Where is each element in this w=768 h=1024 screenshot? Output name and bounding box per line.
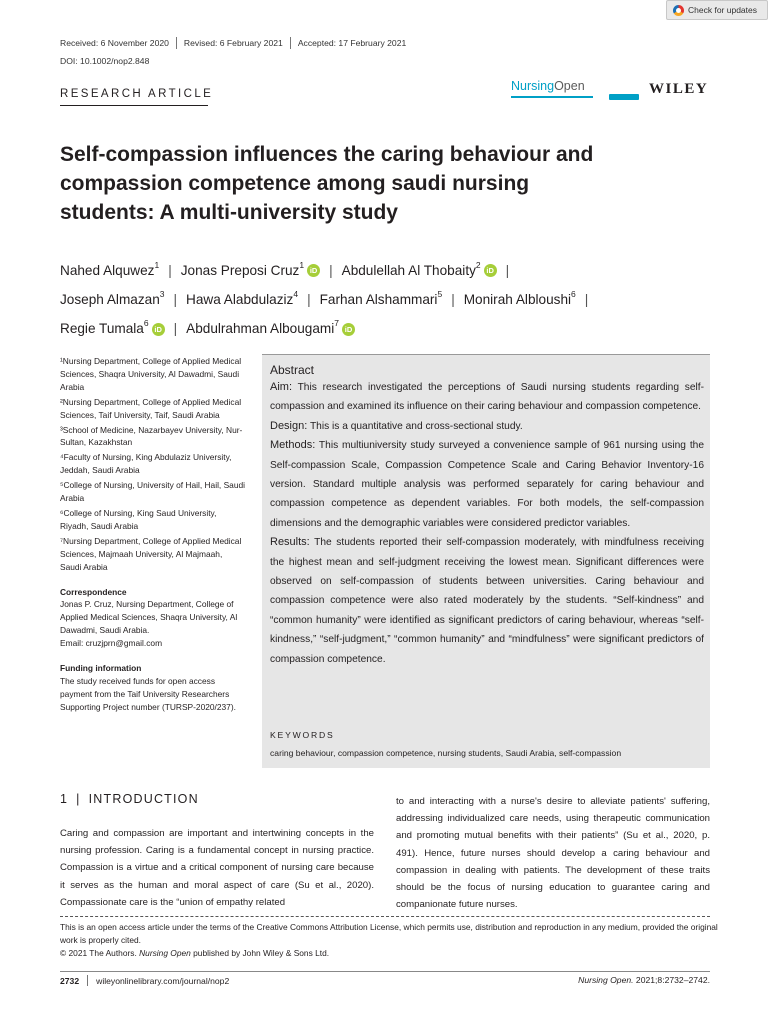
page-number: 2732 [60,975,80,986]
author: Farhan Alshammari$^5$ [319,289,443,307]
affiliation: ¹Nursing Department, College of Applied Medical Sciences, Shaqra University, Al Dawadmi, Saudi Arabia [60,356,242,392]
check-for-updates-badge[interactable] [666,0,768,20]
footer-divider [60,971,710,972]
publisher-logo: WILEY [649,81,709,97]
affiliation: ³School of Medicine, Nazarbayev University, Nur-Sultan, Kazakhstan [60,424,243,448]
funding-label: Funding information [60,663,142,674]
abstract-design: Design: This is a quantitative and cross-sectional study. [270,419,523,432]
abstract-methods: Methods: This multiuniversity study surveyed a convenience sample of 961 nursing using the Self-compassion Scale, Compassion Competence Scale and Caring Behavior Inventory-16 version. Standard multiple analysis was performed separately for caring behaviour and compassion competence as dependent variables. For both models, the self-compassion dimensions and the demographic variables were considered predictor variables. [270,439,704,529]
journal-url[interactable]: wileyonlinelibrary.com/journal/nop2 [96,975,230,986]
abstract-aim: Aim: This research investigated the perceptions of Saudi nursing students regarding self-compassion and examined its influence on their caring behaviour and compassion competence. [270,381,704,413]
author: Nahed Alquwez$^1$ [60,260,160,278]
license-text: This is an open access article under the terms of the Creative Commons Attribution License, which permits use, distribution and reproduction in any medium, provided the original work is properly cited. [60,922,718,945]
affiliation: ⁶College of Nursing, King Saud University, Riyadh, Saudi Arabia [60,507,217,531]
license-divider [60,916,710,917]
article-title: Self-compassion influences the caring behaviour and compassion competence among saudi nursing students: A multi-university study [60,143,594,224]
affiliation: ⁵College of Nursing, University of Hail, Hail, Saudi Arabia [60,480,246,504]
affiliation: ⁷Nursing Department, College of Applied Medical Sciences, Majmaah University, Al Majmaah, Saudi Arabia [60,535,242,572]
article-type: RESEARCH ARTICLE [60,88,214,100]
funding-text: The study received funds for open access payment from the Taif University Researchers Supporting Project number (TURSP-2020/237). [60,675,236,712]
author: Abdulrahman Albougami$^7$iD [186,321,355,336]
open-access-icon [609,94,639,100]
correspondence-text: Jonas P. Cruz, Nursing Department, College of Applied Medical Sciences, Shaqra University, Al Dawadmi, Saudi Arabia. [60,599,238,636]
intro-paragraph-left: Caring and compassion are important and intertwining concepts in the nursing profession. Caring is a fundamental concept in nursing practice. Compassion is a virtue and a critical component of nursing care because it serves as the human and moral aspect of care (Su et al., 2020). Compassionate care is the “union of empathy related [60,828,374,908]
keywords-list: caring behaviour, compassion competence, nursing students, Saudi Arabia, self-compassion [270,748,622,758]
orcid-icon[interactable]: iD [342,323,355,336]
article-dates [60,37,406,49]
copyright-line: © 2021 The Authors. Nursing Open published by John Wiley & Sons Ltd. [60,947,330,958]
author: Joseph Almazan$^3$ [60,289,165,307]
orcid-icon[interactable]: iD [307,264,320,277]
revised-date: Revised: 6 February 2021 [183,38,283,48]
journal-logo [511,79,585,93]
license-notice [60,921,720,959]
journal-name-part1: Nursing [511,79,555,93]
received-date: Received: 6 November 2020 [60,38,169,48]
article-type-rule [60,105,208,106]
date-separator [290,37,291,49]
section-heading-introduction: 1 | INTRODUCTION [60,792,199,806]
journal-name-part2: Open [554,79,585,93]
journal-logo-underline [511,96,593,98]
abstract-content [270,362,704,669]
correspondence-email[interactable]: Email: cruzjprn@gmail.com [60,638,163,649]
author: Regie Tumala$^6$iD [60,321,165,336]
orcid-icon[interactable]: iD [152,323,165,336]
author-list: Nahed Alquwez$^1$ | Jonas Preposi Cruz$^1$iD | Abdulellah Al Thobaity$^2$iD | Joseph Almazan$^3$ | Hawa Alabdulaziz$^4$ | Farhan Alshammari$^5$ | Monirah Albloushi$^6$ | Regie Tumala$^6$iD | Abdulrahman Albougami$^7$iD [60,260,589,336]
author: Jonas Preposi Cruz$^1$iD [181,263,320,278]
doi[interactable]: DOI: 10.1002/nop2.848 [60,56,150,66]
abstract-heading: Abstract [270,363,315,377]
date-separator [176,37,177,49]
orcid-icon[interactable]: iD [484,264,497,277]
footer-separator [87,975,88,986]
citation: Nursing Open. 2021;8:2732–2742. [578,975,710,985]
author: Hawa Alabdulaziz$^4$ [186,289,299,307]
accepted-date: Accepted: 17 February 2021 [297,38,407,48]
footer-left [60,975,229,986]
intro-paragraph-right: to and interacting with a nurse's desire to alleviate patients' suffering, addressing individualized care needs, using therapeutic communication and promoting mutual benefits with their patients” (Su et al., 2020, p. 491). Hence, future nurses should develop a caring behaviour and compassion in dealing with patients. The development of these traits should be the focus of nursing education to guarantee caring and companionate future nurses. [396,796,710,911]
author: Abdulellah Al Thobaity$^2$iD [342,263,497,278]
abstract-box [262,354,710,768]
affiliation: ²Nursing Department, College of Applied Medical Sciences, Taif University, Taif, Saudi Arabia [60,396,242,420]
affiliations-column [60,355,245,714]
abstract-results: Results: The students reported their self-compassion moderately, with mindfulness receiving the highest mean and self-judgment receiving the lowest mean. Significant differences were observed on self-compassion of students between universities. Caring behaviour and compassion competence were also rated moderately by the students. “Self-kindness” and “common humanity” were identified as significant predictors of caring behaviour, whereas “self-kindness,” “self-judgment,” “common humanity” and “mindfulness” were significant predictors of compassion competence. [270,536,704,665]
correspondence-label: Correspondence [60,586,127,597]
crossmark-icon [673,5,684,16]
author: Monirah Albloushi$^6$ [463,289,576,307]
affiliation: ⁴Faculty of Nursing, King Abdulaziz University, Jeddah, Saudi Arabia [60,452,232,476]
check-for-updates-label: Check for updates [688,5,757,15]
keywords-heading: KEYWORDS [270,730,335,740]
